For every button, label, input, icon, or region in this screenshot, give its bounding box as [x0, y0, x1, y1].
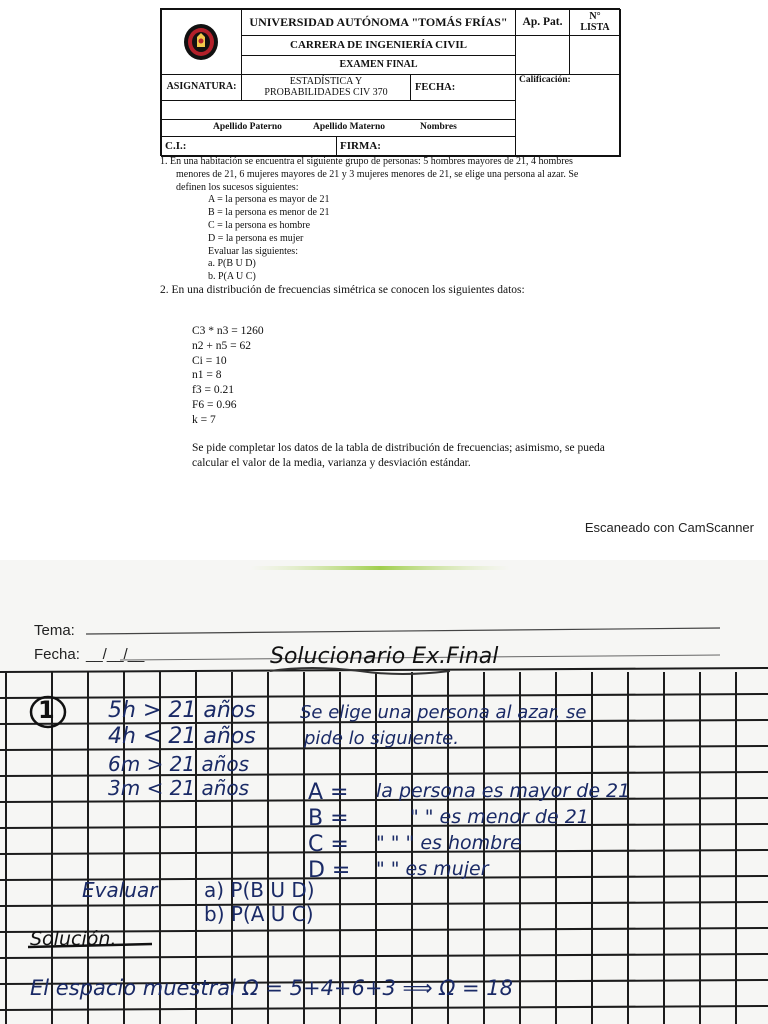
q2-instruction: Se pide completar los datos de la tabla de distribución de frecuencias; asimismo, se pueda calcular el valor de la media, varianza y desviación estándar.: [192, 442, 605, 469]
fecha-blank: __/__/__: [86, 646, 145, 663]
university-seal-logo: [183, 23, 219, 61]
exam-type: EXAMEN FINAL: [241, 55, 516, 75]
apellido-materno-caption: Apellido Materno: [313, 122, 386, 132]
notebook-photo: [0, 560, 768, 1024]
q2-data-item: f3 = 0.21: [192, 384, 234, 397]
event-b-letter: B =: [308, 806, 349, 831]
q2-data-item: n2 + n5 = 62: [192, 339, 251, 352]
problem-number: 1: [38, 696, 55, 724]
event-a-text: la persona es mayor de 21: [376, 780, 631, 802]
ci-field[interactable]: [161, 136, 337, 157]
firma-field[interactable]: [336, 136, 516, 157]
q1-item-b: b. P(A U C): [208, 271, 256, 283]
ci-label: C.I.:: [165, 139, 187, 152]
q2-text: 2. En una distribución de frecuencias simétrica se conocen los siguientes datos:: [160, 283, 525, 296]
solution-title: Solucionario Ex.Final: [270, 644, 499, 669]
apellido-paterno-caption: Apellido Paterno: [213, 122, 282, 132]
n-lista-field[interactable]: [569, 35, 621, 75]
event-d-letter: D =: [308, 858, 351, 883]
event-c-letter: C =: [308, 832, 349, 857]
q1-event-a: A = la persona es mayor de 21: [208, 194, 330, 206]
group-line-2: 4h < 21 años: [108, 724, 256, 749]
student-name-field[interactable]: [161, 100, 516, 120]
group-line-1: 5h > 21 años: [108, 698, 256, 723]
q1-text-line-1: 1. En una habitación se encuentra el siguiente grupo de personas: 5 hombres mayores de 21, 4 hombres: [160, 156, 573, 167]
ap-pat-field[interactable]: [515, 35, 570, 75]
evaluar-label: Evaluar: [82, 878, 158, 902]
q2-data-item: C3 * n3 = 1260: [192, 325, 264, 337]
q2-data-item: k = 7: [192, 413, 216, 426]
event-c-text: " " " es hombre: [376, 832, 522, 854]
q1-event-c: C = la persona es hombre: [208, 219, 311, 231]
eval-item-b: b) P(A U C): [204, 902, 314, 926]
fecha-label: FECHA:: [410, 74, 516, 101]
exam-header-table: [160, 8, 620, 156]
q2-data-item: n1 = 8: [192, 369, 222, 382]
university-name: UNIVERSIDAD AUTÓNOMA "TOMÁS FRÍAS": [241, 9, 516, 36]
n-lista-header: N° LISTA: [569, 9, 621, 36]
calificacion-label: Calificación:: [519, 75, 571, 85]
question-1: [160, 156, 620, 297]
nombres-caption: Nombres: [420, 122, 457, 132]
calificacion-box: [515, 74, 621, 157]
firma-label: FIRMA:: [340, 139, 381, 152]
q2-data-item: F6 = 0.96: [192, 398, 237, 411]
career-name: CARRERA DE INGENIERÍA CIVIL: [241, 35, 516, 56]
statement-line-1: Se elige una persona al azar, se: [300, 702, 587, 723]
event-d-text: " " es mujer: [376, 858, 489, 880]
group-line-4: 3m < 21 años: [108, 776, 250, 800]
sample-space-line: El espacio muestral Ω = 5+4+6+3 ⟹ Ω = 18: [30, 976, 514, 1000]
ap-pat-header: Ap. Pat.: [515, 9, 570, 36]
q2-data-list: [192, 324, 264, 428]
event-b-text: " " es menor de 21: [410, 806, 589, 828]
q1-event-d: D = la persona es mujer: [208, 232, 304, 244]
event-a-letter: A =: [308, 780, 349, 805]
q2-data-item: Ci = 10: [192, 354, 227, 367]
q1-text-line-3: definen los sucesos siguientes:: [176, 181, 299, 193]
asignatura-label: ASIGNATURA:: [161, 74, 242, 101]
asignatura-value: ESTADÍSTICA Y PROBABILIDADES CIV 370: [241, 74, 411, 101]
eval-item-a: a) P(B U D): [204, 878, 315, 902]
fecha-label: Fecha:: [34, 646, 80, 663]
q1-evaluate: Evaluar las siguientes:: [208, 245, 298, 257]
tema-label: Tema:: [34, 622, 75, 639]
statement-line-2: pide lo siguiente.: [304, 728, 459, 749]
q1-text-line-2: menores de 21, 6 mujeres mayores de 21 y 3 mujeres menores de 21, se elige una persona al azar. Se: [176, 168, 579, 180]
solucion-heading: Solución.: [30, 928, 117, 950]
group-line-3: 6m > 21 años: [108, 752, 250, 776]
q1-item-a: a. P(B U D): [208, 258, 256, 270]
scanner-note: Escaneado con CamScanner: [584, 520, 754, 535]
q1-event-b: B = la persona es menor de 21: [208, 207, 330, 219]
